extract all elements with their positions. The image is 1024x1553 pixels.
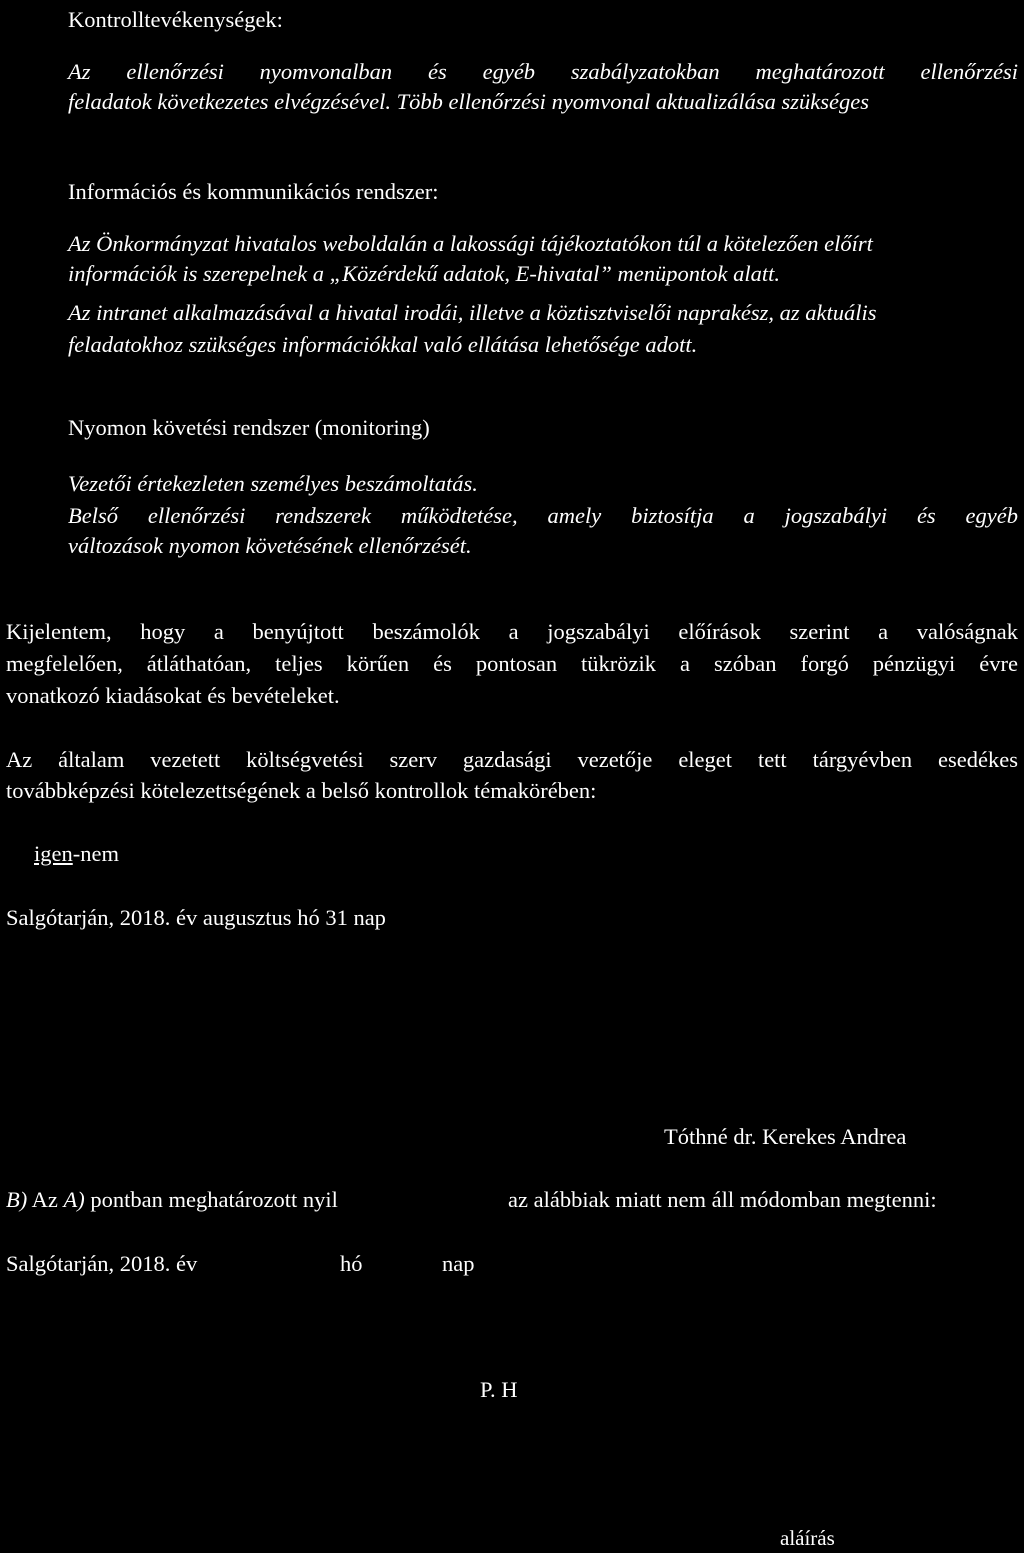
answer-yes: igen: [34, 841, 73, 866]
place-date-1: Salgótarján, 2018. év augusztus hó 31 nap: [6, 905, 386, 930]
info-line-1: Az Önkormányzat hivatalos weboldalán a lakossági tájékoztatókon túl a kötelezően előírt: [68, 231, 873, 256]
info-heading: Információs és kommunikációs rendszer:: [68, 179, 439, 204]
marker-a: A): [63, 1187, 85, 1212]
text-az: Az: [31, 1187, 58, 1212]
monitoring-line-1: Vezetői értekezleten személyes beszámoltatás.: [68, 471, 478, 496]
text-pontban: pontban meghatározott nyil: [90, 1187, 338, 1212]
answer-separator: -nem: [72, 841, 119, 866]
declaration-line-1: Kijelentem, hogy a benyújtott beszámolók a jogszabályi előírások szerint a valóságnak: [6, 619, 1018, 644]
control-line-2: feladatok következetes elvégzésével. Több ellenőrzési nyomvonal aktualizálása szükséges: [68, 89, 870, 114]
place-date-2: Salgótarján, 2018. év: [6, 1251, 198, 1276]
declaration-line-3: vonatkozó kiadásokat és bevételeket.: [6, 683, 340, 708]
training-answer: [34, 840, 119, 867]
stamp-label: P. H: [480, 1377, 518, 1402]
section-b-lead: [6, 1186, 338, 1213]
monitoring-line-2: Belső ellenőrzési rendszerek működtetése, amely biztosítja a jogszabályi és egyéb: [68, 503, 1018, 528]
marker-b: B): [6, 1187, 28, 1212]
info-line-4: feladatokhoz szükséges információkkal való ellátása lehetősége adott.: [68, 332, 698, 357]
signature-label: aláírás: [780, 1526, 835, 1550]
training-line-1: Az általam vezetett költségvetési szerv gazdasági vezetője eleget tett tárgyévben esedékes: [6, 747, 1018, 772]
section-b-tail: az alábbiak miatt nem áll módomban megtenni:: [508, 1187, 937, 1212]
month-word: hó: [340, 1251, 363, 1276]
control-line-1: Az ellenőrzési nyomvonalban és egyéb szabályzatokban meghatározott ellenőrzési: [68, 59, 1018, 84]
info-line-3: Az intranet alkalmazásával a hivatal irodái, illetve a köztisztviselői naprakész, az aktuális: [68, 300, 877, 325]
info-line-2: információk is szerepelnek a „Közérdekű adatok, E-hivatal” menüpontok alatt.: [68, 261, 780, 286]
training-line-2: továbbképzési kötelezettségének a belső kontrollok témakörében:: [6, 778, 597, 803]
signatory-name: Tóthné dr. Kerekes Andrea: [664, 1124, 907, 1149]
monitoring-line-3: változások nyomon követésének ellenőrzését.: [68, 533, 472, 558]
day-word: nap: [442, 1251, 475, 1276]
declaration-line-2: megfelelően, átláthatóan, teljes körűen és pontosan tükrözik a szóban forgó pénzügyi évre: [6, 651, 1018, 676]
control-heading: Kontrolltevékenységek:: [68, 7, 283, 32]
monitoring-heading: Nyomon követési rendszer (monitoring): [68, 415, 430, 440]
